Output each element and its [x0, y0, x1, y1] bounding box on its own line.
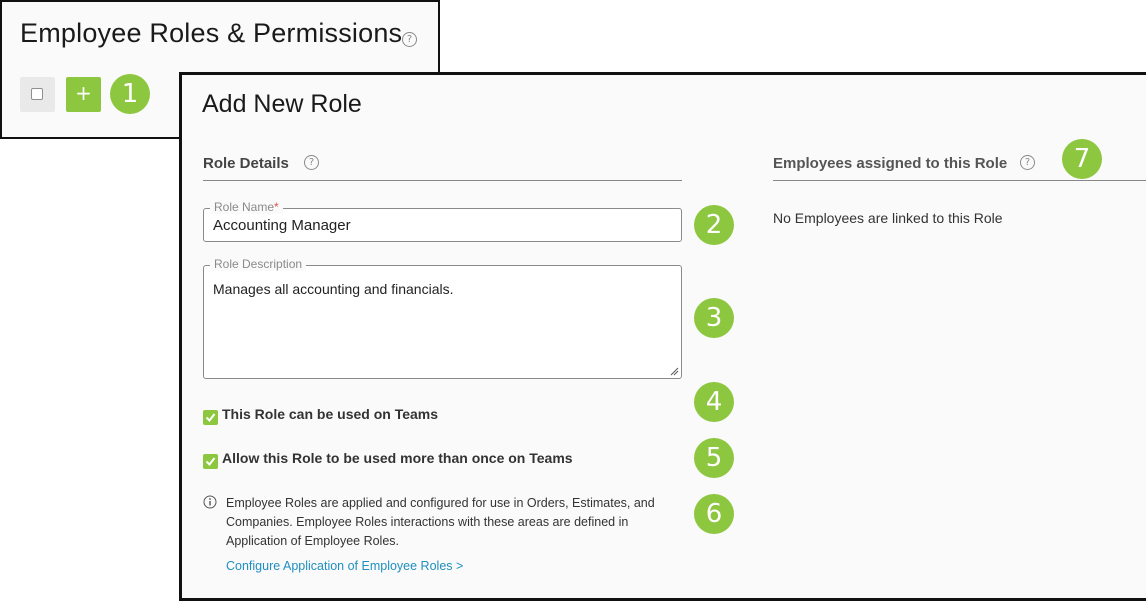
help-icon[interactable]: ? [304, 155, 319, 170]
info-icon [203, 495, 217, 509]
role-name-field[interactable] [203, 200, 682, 242]
no-employees-message: No Employees are linked to this Role [773, 210, 1003, 226]
checkmark-icon [205, 412, 216, 423]
configure-roles-link[interactable]: Configure Application of Employee Roles > [226, 559, 464, 573]
callout-badge: 5 [694, 438, 734, 478]
modal-title: Add New Role [202, 90, 362, 118]
callout-badge: 2 [694, 205, 734, 245]
role-description-value: Manages all accounting and financials. [213, 281, 454, 297]
role-name-label [210, 200, 283, 214]
callout-badge: 7 [1062, 139, 1102, 179]
callout-badge: 3 [694, 298, 734, 338]
checkbox-square [31, 88, 43, 100]
role-name-value: Accounting Manager [213, 217, 351, 234]
use-on-teams-label: This Role can be used on Teams [222, 406, 439, 422]
page-title: Employee Roles & Permissions [20, 18, 403, 48]
section-divider [773, 180, 1146, 181]
role-name-label-text: Role Name [214, 200, 275, 214]
help-icon[interactable]: ? [1020, 155, 1035, 170]
section-divider [203, 180, 682, 181]
callout-badge: 4 [694, 382, 734, 422]
checkmark-icon [205, 456, 216, 467]
employees-heading: Employees assigned to this Role [773, 155, 1008, 172]
role-description-textarea[interactable] [203, 257, 682, 379]
resize-handle-icon[interactable] [670, 367, 679, 376]
multiple-use-checkbox[interactable] [203, 454, 218, 469]
add-role-button[interactable]: + [66, 77, 101, 112]
role-details-heading: Role Details [203, 155, 289, 172]
info-text: Employee Roles are applied and configured for use in Orders, Estimates, and Companies. Employee Roles interactions with these areas are defined in Application of Employee Roles. [226, 496, 655, 548]
role-description-label: Role Description [210, 257, 306, 271]
callout-badge: 1 [110, 74, 150, 114]
required-marker: * [274, 200, 279, 214]
select-all-checkbox[interactable] [20, 77, 55, 112]
callout-badge: 6 [694, 494, 734, 534]
multiple-use-label: Allow this Role to be used more than once on Teams [222, 450, 573, 466]
use-on-teams-checkbox[interactable] [203, 410, 218, 425]
help-icon[interactable]: ? [402, 32, 417, 47]
